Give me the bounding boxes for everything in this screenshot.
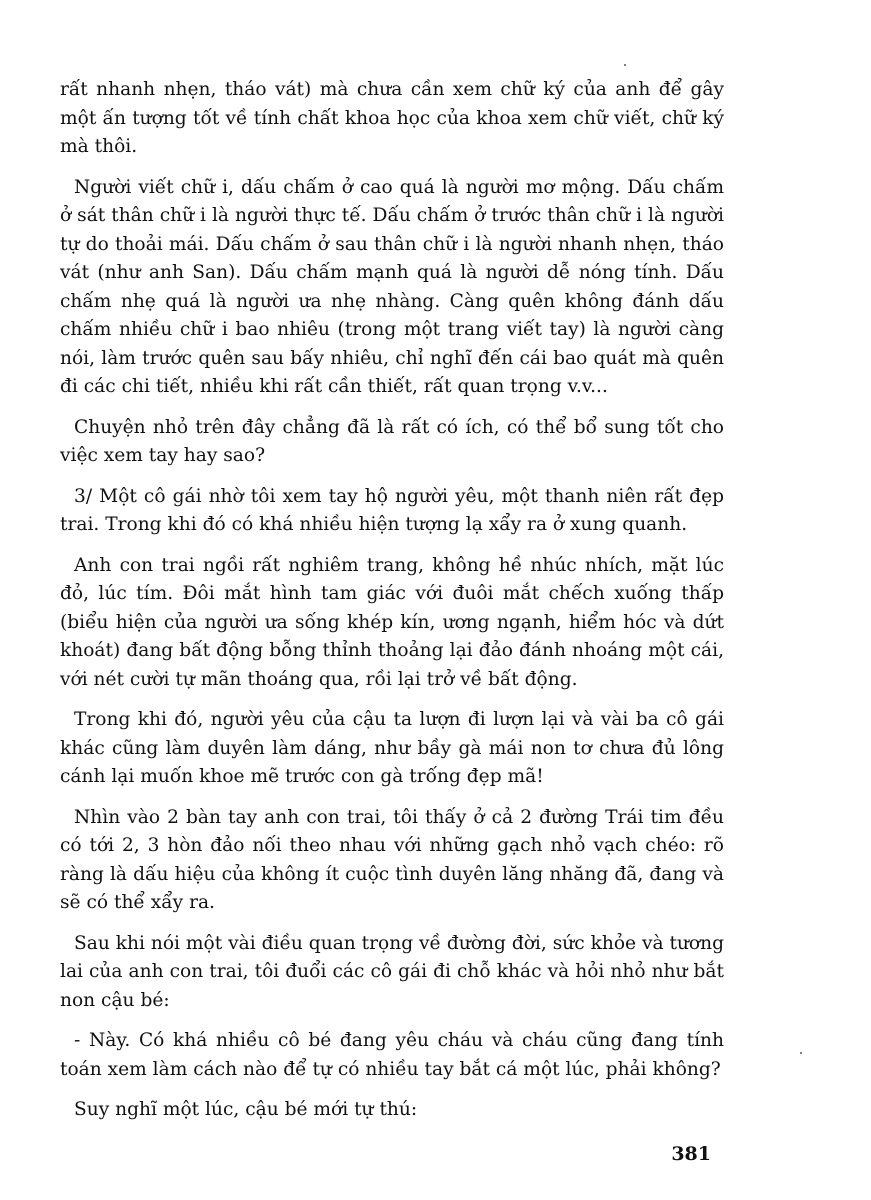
paragraph-6: Trong khi đó, người yêu của cậu ta lượn đi lượn lại và vài ba cô gái khác cũng làm duyên làm dáng, như bầy gà mái non tơ chưa đủ lông cánh lại muốn khoe mẽ trước con gà trống đẹp mã! — [60, 709, 724, 787]
paragraph-2: Người viết chữ i, dấu chấm ở cao quá là người mơ mộng. Dấu chấm ở sát thân chữ i là người thực tế. Dấu chấm ở trước thân chữ i là người tự do thoải mái. Dấu chấm ở sau thân chữ i là người nhanh nhẹn, tháo vát (như anh San). Dấu chấm mạnh quá là người dễ nóng tính. Dấu chấm nhẹ quá là người ưa nhẹ nhàng. Càng quên không đánh dấu chấm nhiều chữ i bao nhiêu (trong một trang viết tay) là người càng nói, làm trước quên sau bấy nhiêu, chỉ nghĩ đến cái bao quát mà quên đi các chi tiết, nhiều khi rất cần thiết, rất quan trọng v.v... — [60, 176, 724, 397]
scan-speck — [624, 64, 626, 66]
paragraph-3: Chuyện nhỏ trên đây chẳng đã là rất có ích, có thể bổ sung tốt cho việc xem tay hay sao? — [60, 416, 724, 466]
paragraph-7: Nhìn vào 2 bàn tay anh con trai, tôi thấy ở cả 2 đường Trái tim đều có tới 2, 3 hòn đảo nối theo nhau với những gạch nhỏ vạch chéo: rõ ràng là dấu hiệu của không ít cuộc tình duyên lăng nhăng đã, đang và sẽ có thể xẩy ra. — [60, 806, 724, 913]
paragraph-1: rất nhanh nhẹn, tháo vát) mà chưa cần xem chữ ký của anh để gây một ấn tượng tốt về tính chất khoa học của khoa xem chữ viết, chữ ký mà thôi. — [60, 79, 724, 157]
paragraph-8: Sau khi nói một vài điều quan trọng về đường đời, sức khỏe và tương lai của anh con trai, tôi đuổi các cô gái đi chỗ khác và hỏi nhỏ như bắt non cậu bé: — [60, 932, 724, 1011]
paragraph-4: 3/ Một cô gái nhờ tôi xem tay hộ người yêu, một thanh niên rất đẹp trai. Trong khi đó có khá nhiều hiện tượng lạ xẩy ra ở xung quanh. — [60, 485, 724, 535]
body-text — [60, 76, 724, 1137]
paragraph-5: Anh con trai ngồi rất nghiêm trang, không hề nhúc nhích, mặt lúc đỏ, lúc tím. Đôi mắt hình tam giác với đuôi mắt chếch xuống thấp (biểu hiện của người ưa sống khép kín, ương ngạnh, hiểm hóc và dứt khoát) đang bất động bỗng thỉnh thoảng lại đảo đánh nhoáng một cái, với nét cười tự mãn thoáng qua, rồi lại trở về bất động. — [60, 554, 724, 690]
paragraph-9: - Này. Có khá nhiều cô bé đang yêu cháu và cháu cũng đang tính toán xem làm cách nào để tự có nhiều tay bắt cá một lúc, phải không? — [60, 1030, 724, 1080]
page-number: 381 — [671, 1143, 711, 1165]
paragraph-10: Suy nghĩ một lúc, cậu bé mới tự thú: — [74, 1099, 418, 1120]
scan-speck — [800, 1052, 802, 1054]
